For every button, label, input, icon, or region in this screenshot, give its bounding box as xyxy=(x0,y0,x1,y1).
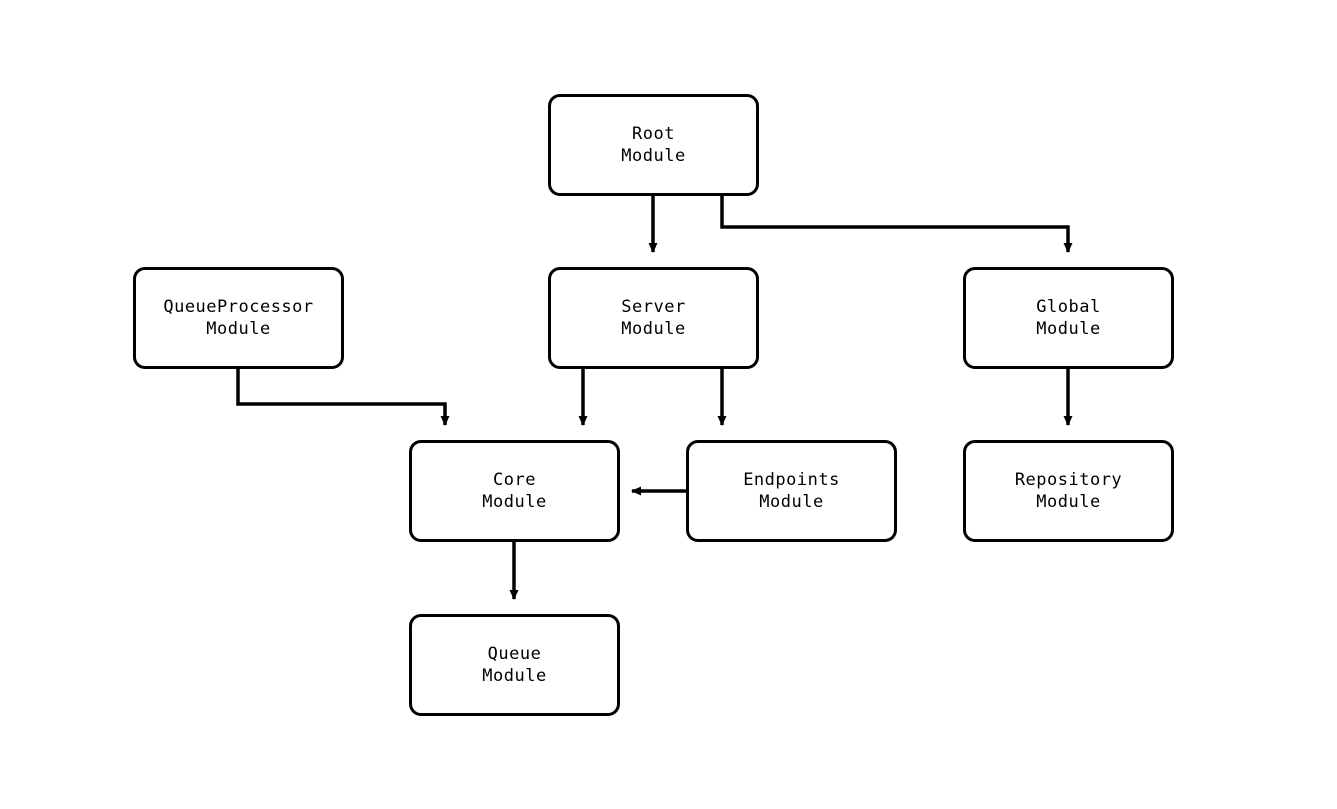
node-label-line2: Module xyxy=(1036,492,1101,512)
node-server-module[interactable] xyxy=(548,267,759,369)
node-global-module[interactable] xyxy=(963,267,1174,369)
node-repository-module[interactable] xyxy=(963,440,1174,542)
node-label-line1: Endpoints xyxy=(743,470,840,490)
node-label-line1: Global xyxy=(1036,297,1101,317)
node-label-line1: Core xyxy=(493,470,536,490)
node-label-line1: Root xyxy=(632,124,675,144)
node-label-line2: Module xyxy=(206,319,271,339)
node-core-module[interactable] xyxy=(409,440,620,542)
node-queue-module[interactable] xyxy=(409,614,620,716)
node-label-line1: QueueProcessor xyxy=(163,297,314,317)
node-label-line2: Module xyxy=(1036,319,1101,339)
node-endpoints-module[interactable] xyxy=(686,440,897,542)
edge-root-to-global xyxy=(722,196,1068,252)
node-label-line2: Module xyxy=(482,492,547,512)
node-label-line2: Module xyxy=(482,666,547,686)
node-root-module[interactable] xyxy=(548,94,759,196)
node-label-line2: Module xyxy=(621,146,686,166)
node-label-line2: Module xyxy=(759,492,824,512)
edge-queueprocessor-to-core xyxy=(238,369,445,425)
node-label-line2: Module xyxy=(621,319,686,339)
node-label-line1: Server xyxy=(621,297,686,317)
node-queueprocessor-module[interactable] xyxy=(133,267,344,369)
node-label-line1: Repository xyxy=(1014,470,1123,490)
node-label-line1: Queue xyxy=(487,644,542,664)
